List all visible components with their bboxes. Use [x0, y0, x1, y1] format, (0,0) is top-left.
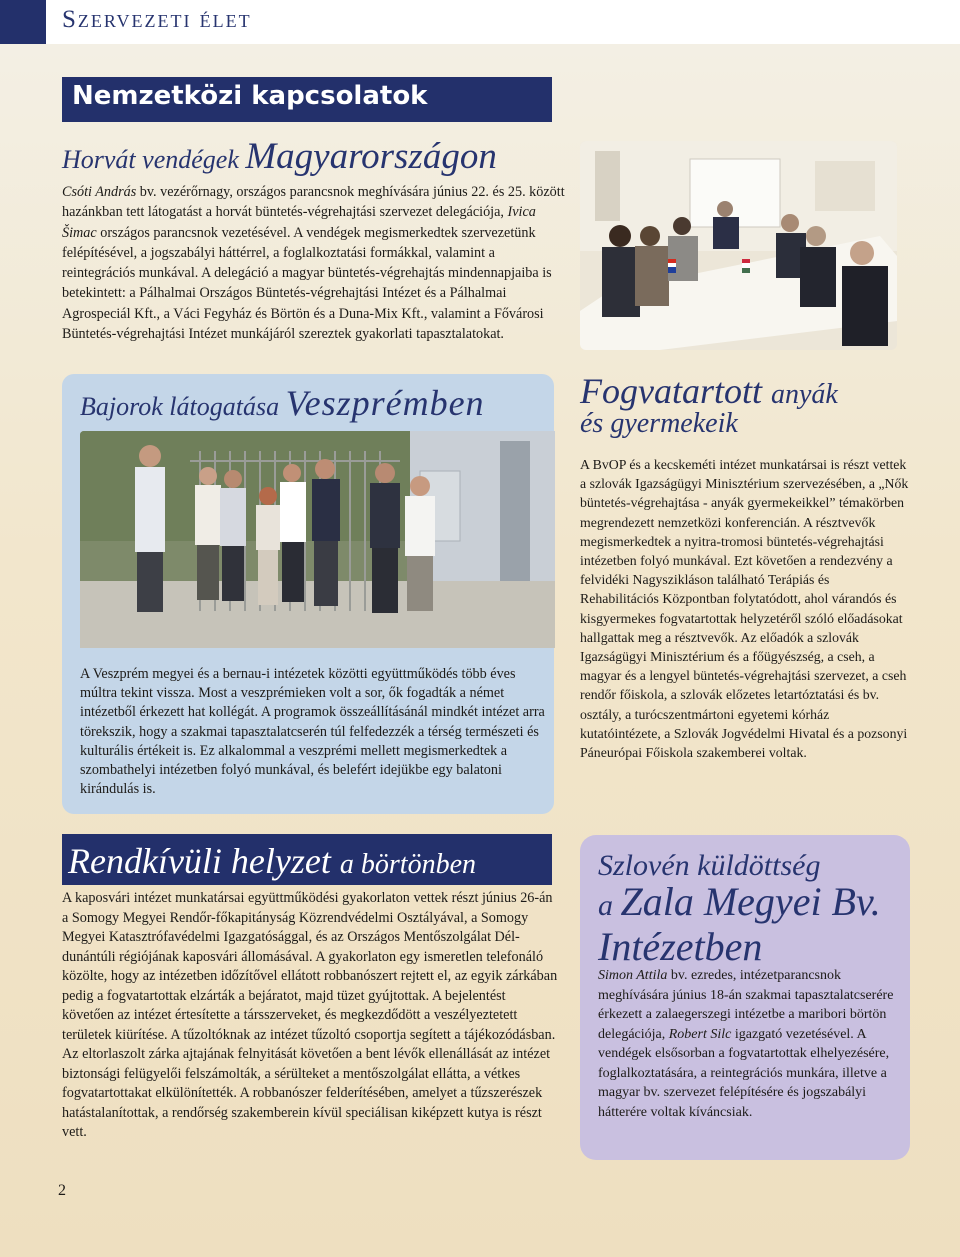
section-header-title: Szervezeti élet [62, 6, 252, 33]
article-text: igazgató vezetésével. A vendégek elsősorban a fogvatartottak elhelyezésére, foglalkoztatására, a reintegrációs munkára, illetve a magyar bv. szervezet felépítésére és jogszabályi hátterére voltak kíváncsiak. [598, 1026, 890, 1120]
page-number: 2 [58, 1182, 66, 1199]
article-title-part: Fogvatartott [580, 371, 771, 411]
person-name: Robert Silc [668, 1026, 732, 1042]
article-title-mothers [580, 370, 838, 412]
article-title-part: Rendkívüli helyzet [68, 841, 340, 881]
article-title-part: anyák [771, 379, 838, 410]
article-title-part: Zala Megyei Bv. [620, 879, 881, 924]
article-title-slovenian-delegation [598, 848, 881, 969]
person-name: Simon Attila [598, 968, 668, 983]
person-name: Ivica Šimac [62, 204, 536, 241]
photo-prison-yard-group [80, 431, 555, 648]
article-title-part: Bajorok látogatása [80, 392, 286, 421]
article-title-part: a [598, 889, 621, 922]
article-title-emergency [68, 840, 476, 882]
article-title-part: Magyarországon [245, 136, 497, 177]
header-accent-tab [0, 0, 46, 44]
article-title-line: Intézetben [598, 924, 763, 969]
person-name: Csóti András [62, 184, 137, 200]
article-title-line: Szlovén küldöttség [598, 849, 821, 882]
photo-meeting-delegation [580, 141, 897, 350]
article-body-bavarian-visit [80, 665, 550, 799]
article-body-croatian-guests [62, 182, 566, 344]
section-banner-title: Nemzetközi kapcsolatok [72, 81, 428, 111]
article-text: A kaposvári intézet munkatársai együttműködési gyakorlaton vettek részt június 26-án a Somogy Megyei Rendőr-főkapitányság Közrendvédelmi Osztályával, a Somogy Megyei Katasztrófavédelmi Igazgatósággal, és az Országos Mentőszolgálat Dél-dunántúli régiójának kaposvári állomásával. A gyakorlaton egy ismeretlen telefonáló közölte, hogy az intézetben időzítővel ellátott robbanószert rejtett el, az egyik zárkában pedig a fogvatartottak elzárták a bejáratot, majd tüzet gyújtottak. A bejelentést követően az intézet értesítette a társszerveket, és megkezdődött a veszélyeztetett területek kiürítése. A tűzoltóknak az intézet tűzoltó csoportja segített a tájékozódásban. Az eltorlaszolt zárka ajtajának felnyitását követően a bent lévők ellenállását az intézet biztonsági felügyelői felszámolták, a sérülteket a mentőszolgálat ellátta, a vétkes fogvatartottakat elkülönítették. A robbanószer felderítésében, amelyet a tűzszerészek hatástalanítottak, a rendőrség szakemberein kívül speciálisan kiképzett kutya is részt vett. [62, 890, 558, 1140]
article-text: A BvOP és a kecskeméti intézet munkatársai is részt vettek a szlovák Igazságügyi Minisztérium szervezésében, a „Nők büntetés-végrehajtása - anyák gyermekeikkel” témakörben megrendezett nemzetközi konferencián. A résztvevők megismerkedtek a nyitra-tromosi büntetés-végrehajtási intézetben folyó munkával. Ezt követően a rendezvény a felvidéki Nagyszikláson található Terápiás és Rehabilitációs Központban folytatódott, ahol várandós és kisgyermekes fogvatartottak helyzetéről szóló előadásokat hallgattak meg a résztvevők. Az előadók a szlovák Igazságügyi Minisztérium és a főügyészség, a cseh, a magyar és a lengyel büntetés-végrehajtási szervezet, a cseh rendőr főiskola, a szlovák előzetes letartóztatási és bv. osztály, a turócszentmártoni egyetemi kórház kutatóintézete, a Szlovák Jogvédelmi Hivatal és a pozsonyi Páneurópai Főiskola szakemberei voltak. [580, 457, 909, 761]
article-text: bv. ezredes, intézetparancsnok meghívására június 18-án szakmai tapasztalatcserére érkezett a zalaegerszegi intézetbe a maribori börtön delegációja, [598, 968, 894, 1042]
article-text: bv. vezérőrnagy, országos parancsnok meghívására június 22. és 25. között hazánkban tett látogatást a horvát büntetés-végrehajtási szervezet delegációja, [62, 184, 565, 221]
article-title-part: a börtönben [339, 849, 476, 880]
article-text: országos parancsnok vezetésével. A vendégek megismerkedtek szervezetünk felépítésével, a jogszabályi háttérrel, a foglalkoztatási formákkal, valamint a reintegrációs munkával. A delegáció a magyar büntetés-végrehajtás mindennapjaiba is betekintett: a Pálhalmai Országos Büntetés-végrehajtási Intézet és a Pálhalmai Agrospeciál Kft., a Váci Fegyház és Börtön és a Duna-Mix Kft., valamint a Fővárosi Büntetés-végrehajtási Intézet munkájáról szereztek gyakorlati tapasztalatokat. [62, 224, 552, 343]
article-body-mothers [580, 455, 910, 762]
article-title-bavarian-visit [80, 382, 485, 424]
article-body-emergency [62, 889, 558, 1143]
article-body-slovenian-delegation [598, 966, 898, 1122]
article-title-part: Veszprémben [285, 383, 485, 423]
article-text: A Veszprém megyei és a bernau-i intézetek közötti együttműködés több éves múltra tekint vissza. Most a veszprémieken volt a sor, ők fogadták a német intézetből érkezett hat kollégát. A programok összeállításánál mindkét intézet arra törekszik, hogy a szakmai tapasztalatcserén túl felfedezzék a térség természeti és kulturális értékeit is. Ez alkalommal a veszprémi mellett megismerkedtek a szombathelyi intézetben folyó munkával, és belefért idejükbe egy balatoni kirándulás is. [80, 666, 545, 798]
article-title-mothers-line2: és gyermekeik [580, 408, 738, 439]
article-title-part: Horvát vendégek [62, 145, 246, 174]
section-banner [62, 77, 552, 122]
article-title-croatian-guests [62, 135, 497, 178]
